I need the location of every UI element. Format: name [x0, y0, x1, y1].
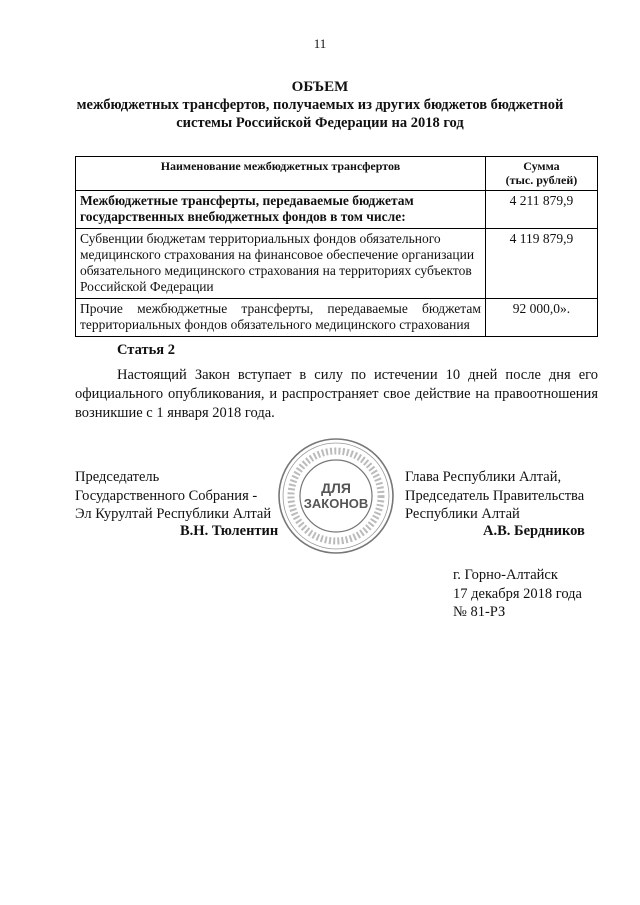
document-subtitle [40, 96, 600, 132]
sig-right-line-2: Председатель Правительства [405, 487, 585, 504]
signature-left-name: В.Н. Тюлентин [180, 523, 279, 539]
header-sum [485, 157, 597, 191]
official-stamp [276, 436, 396, 556]
stamp-text-1: ДЛЯ [321, 480, 351, 496]
row-sum: 4 211 879,9 [485, 191, 597, 229]
header-sum-line-2: (тыс. рублей) [505, 173, 578, 187]
stamp-text-2: ЗАКОНОВ [303, 496, 369, 511]
signature-left [75, 468, 285, 524]
row-name: Прочие межбюджетные трансферты, передаваемые бюджетам территориальных фондов обязательного медицинского страхования [76, 299, 486, 337]
article-text: Настоящий Закон вступает в силу по истечении 10 дней после дня его официального опубликования, и распространяет свое действие на правоотношения возникшие с 1 января 2018 года. [75, 367, 598, 421]
place-date-block [453, 566, 582, 622]
page-number: 11 [313, 36, 327, 51]
row-name: Межбюджетные трансферты, передаваемые бюджетам государственных внебюджетных фондов в том числе: [76, 191, 486, 229]
row-name: Субвенции бюджетам территориальных фондов обязательного медицинского страхования на финансовое обеспечение организации обязательного медицинского страхования на территориях субъектов Российской Федерации [76, 229, 486, 299]
table-row [76, 191, 598, 229]
table-row [76, 229, 598, 299]
city: г. Горно-Алтайск [453, 567, 558, 583]
sig-left-line-1: Председатель [75, 469, 160, 485]
header-name: Наименование межбюджетных трансфертов [76, 157, 486, 191]
subtitle-line-1: межбюджетных трансфертов, получаемых из других бюджетов бюджетной [76, 97, 564, 113]
transfers-table [75, 156, 598, 337]
table-header-row [76, 157, 598, 191]
article-title: Статья 2 [117, 342, 175, 358]
header-sum-line-1: Сумма [523, 159, 560, 173]
law-number: № 81-РЗ [453, 604, 506, 620]
law-date: 17 декабря 2018 года [453, 585, 582, 602]
subtitle-line-2: системы Российской Федерации на 2018 год [176, 115, 464, 131]
sig-right-line-1: Глава Республики Алтай, [405, 469, 562, 485]
sig-left-line-2: Государственного Собрания - [75, 487, 258, 504]
sig-right-line-3: Республики Алтай [405, 506, 520, 522]
signature-right [405, 468, 600, 524]
signature-right-name: А.В. Бердников [483, 523, 585, 539]
sig-left-line-3: Эл Курултай Республики Алтай [75, 506, 272, 522]
row-sum: 4 119 879,9 [485, 229, 597, 299]
table-row [76, 299, 598, 337]
document-title: ОБЪЕМ [291, 79, 349, 95]
row-sum: 92 000,0». [485, 299, 597, 337]
